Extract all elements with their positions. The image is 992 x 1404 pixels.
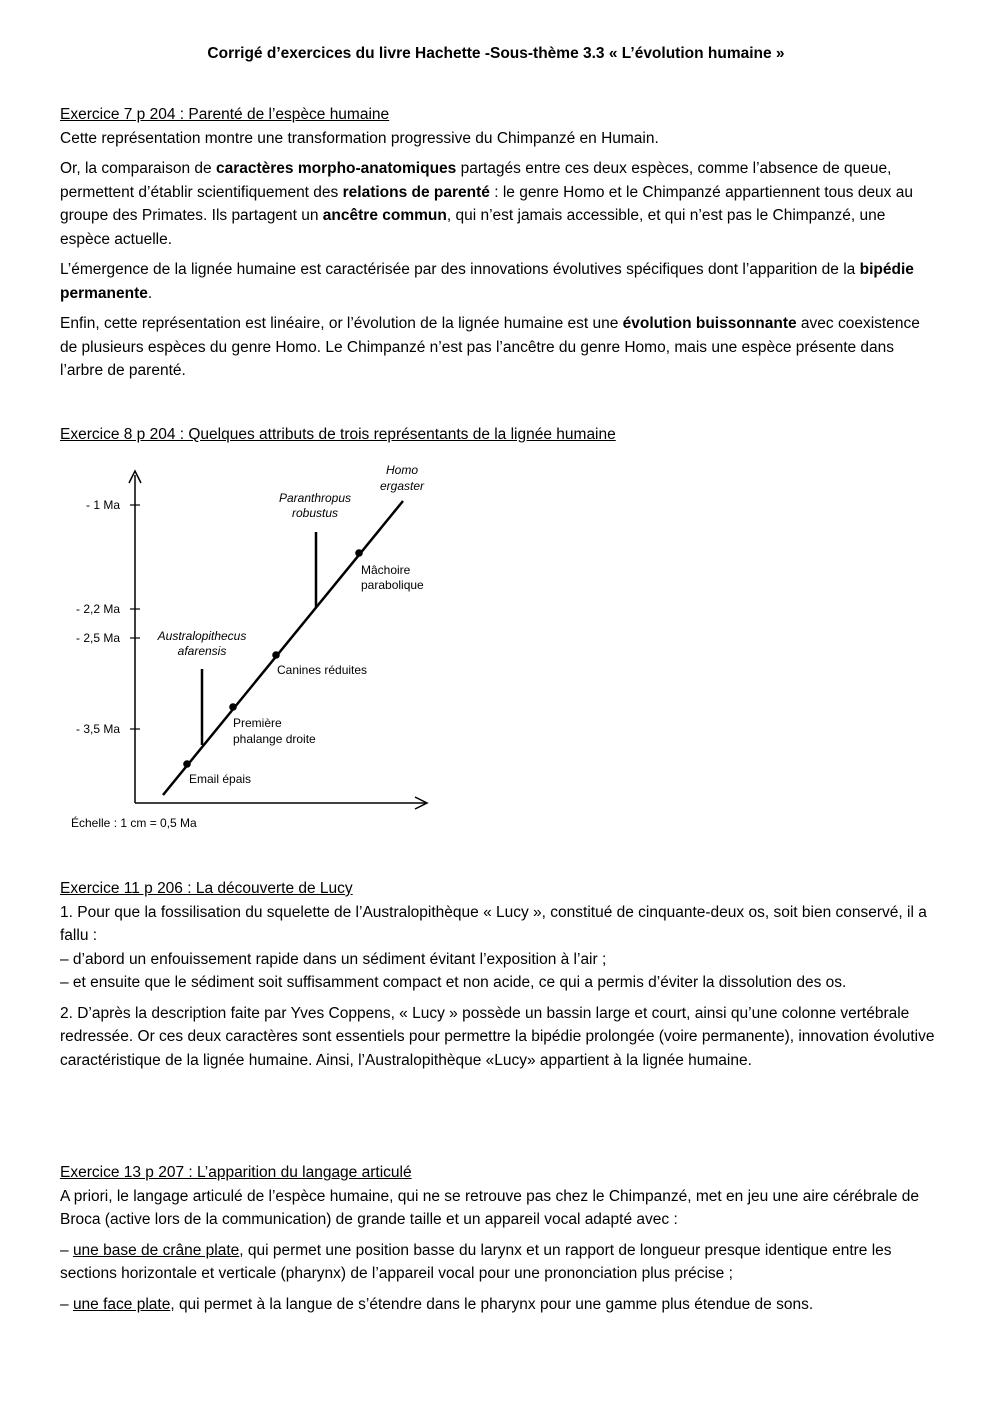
exercise-11-paragraph-1: 1. Pour que la fossilisation du squelette de l’Australopithèque « Lucy », constitué de cinquante-deux os, soit bien conservé, il a fallu : – d’abord un enfouissement rapide dans un sédiment évitant l’exposition à l’air ; – et ensuite que le sédiment soit suffisamment compact et non acide, ce qui a permis d’éviter la dissolution des os. — [60, 903, 927, 991]
exercise-7-paragraph-2: Or, la comparaison de caractères morpho-anatomiques partagés entre ces deux espèces, comme l’absence de queue, permettent d’établir scientifiquement des relations de parenté : le genre Homo et le Chimpanzé appartiennent tous deux au groupe des Primates. Ils partagent un ancêtre commun, qui n’est jamais accessible, et qui n’est pas le Chimpanzé, une espèce actuelle. — [60, 160, 913, 248]
document-title: Corrigé d’exercices du livre Hachette -Sous-thème 3.3 « L’évolution humaine » — [207, 45, 785, 62]
tick-label: - 3,5 Ma — [75, 722, 120, 736]
innovation-dot — [355, 549, 363, 557]
innovation-dot — [183, 760, 191, 768]
innovation-label: Canines réduites — [277, 663, 368, 677]
species-label: afarensis — [177, 644, 227, 658]
exercise-11 — [60, 877, 935, 1079]
innovation-dot — [272, 651, 280, 659]
innovation-label: Première — [233, 716, 282, 730]
exercise-8 — [60, 423, 935, 447]
exercise-7-heading: Exercice 7 p 204 : Parenté de l’espèce humaine — [60, 106, 390, 123]
tick-label: - 2,5 Ma — [75, 631, 120, 645]
tick-label: - 2,2 Ma — [75, 602, 120, 616]
innovation-label: Mâchoire — [361, 563, 411, 577]
exercise-13-paragraph-3: – une face plate, qui permet à la langue de s’étendre dans le pharynx pour une gamme plus étendue de sons. — [60, 1295, 814, 1313]
scale-note: Échelle : 1 cm = 0,5 Ma — [71, 816, 197, 830]
species-label: ergaster — [379, 479, 425, 493]
exercise-7-paragraph-3: L’émergence de la lignée humaine est caractérisée par des innovations évolutives spécifiques dont l’apparition de la bipédie permanente. — [60, 261, 914, 302]
tick-label: - 1 Ma — [85, 498, 120, 512]
exercise-8-heading: Exercice 8 p 204 : Quelques attributs de trois représentants de la lignée humaine — [60, 426, 616, 443]
exercise-7-paragraph-1: Cette représentation montre une transformation progressive du Chimpanzé en Humain. — [60, 129, 659, 147]
species-label: Australopithecus — [157, 629, 247, 643]
exercise-13-paragraph-1: A priori, le langage articulé de l’espèce humaine, qui ne se retrouve pas chez le Chimpanzé, met en jeu une aire cérébrale de Broca (active lors de la communication) de grande taille et un appareil vocal adapté avec : — [60, 1187, 920, 1228]
innovation-dot — [229, 703, 237, 711]
exercise-13-paragraph-2: – une base de crâne plate, qui permet une position basse du larynx et un rapport de longueur presque identique entre les sections horizontale et verticale (pharynx) de l’appareil vocal pour une prononciation plus précise ; — [60, 1241, 892, 1282]
exercise-11-heading: Exercice 11 p 206 : La découverte de Lucy — [60, 880, 353, 897]
evolution-tree-diagram — [60, 455, 440, 840]
innovation-label: phalange droite — [233, 732, 316, 746]
species-label: Homo — [385, 463, 419, 477]
exercise-7-paragraph-4: Enfin, cette représentation est linéaire, or l’évolution de la lignée humaine est une évolution buissonnante avec coexistence de plusieurs espèces du genre Homo. Le Chimpanzé n’est pas l’ancêtre du genre Homo, mais une espèce présente dans l’arbre de parenté. — [60, 315, 920, 379]
exercise-11-paragraph-2: 2. D’après la description faite par Yves Coppens, « Lucy » possède un bassin large et court, ainsi qu’une colonne vertébrale redressée. Or ces deux caractères sont essentiels pour permettre la bipédie prolongée (voire permanente), innovation évolutive caractéristique de la lignée humaine. Ainsi, l’Australopithèque «Lucy» appartient à la lignée humaine. — [60, 1004, 935, 1069]
exercise-13 — [60, 1161, 935, 1323]
exercise-7 — [60, 103, 935, 390]
exercise-13-heading: Exercice 13 p 207 : L’apparition du langage articulé — [60, 1164, 412, 1181]
species-label: robustus — [291, 506, 339, 520]
innovation-label: parabolique — [361, 578, 424, 592]
innovation-label: Email épais — [189, 772, 252, 786]
species-label: Paranthropus — [278, 491, 352, 505]
